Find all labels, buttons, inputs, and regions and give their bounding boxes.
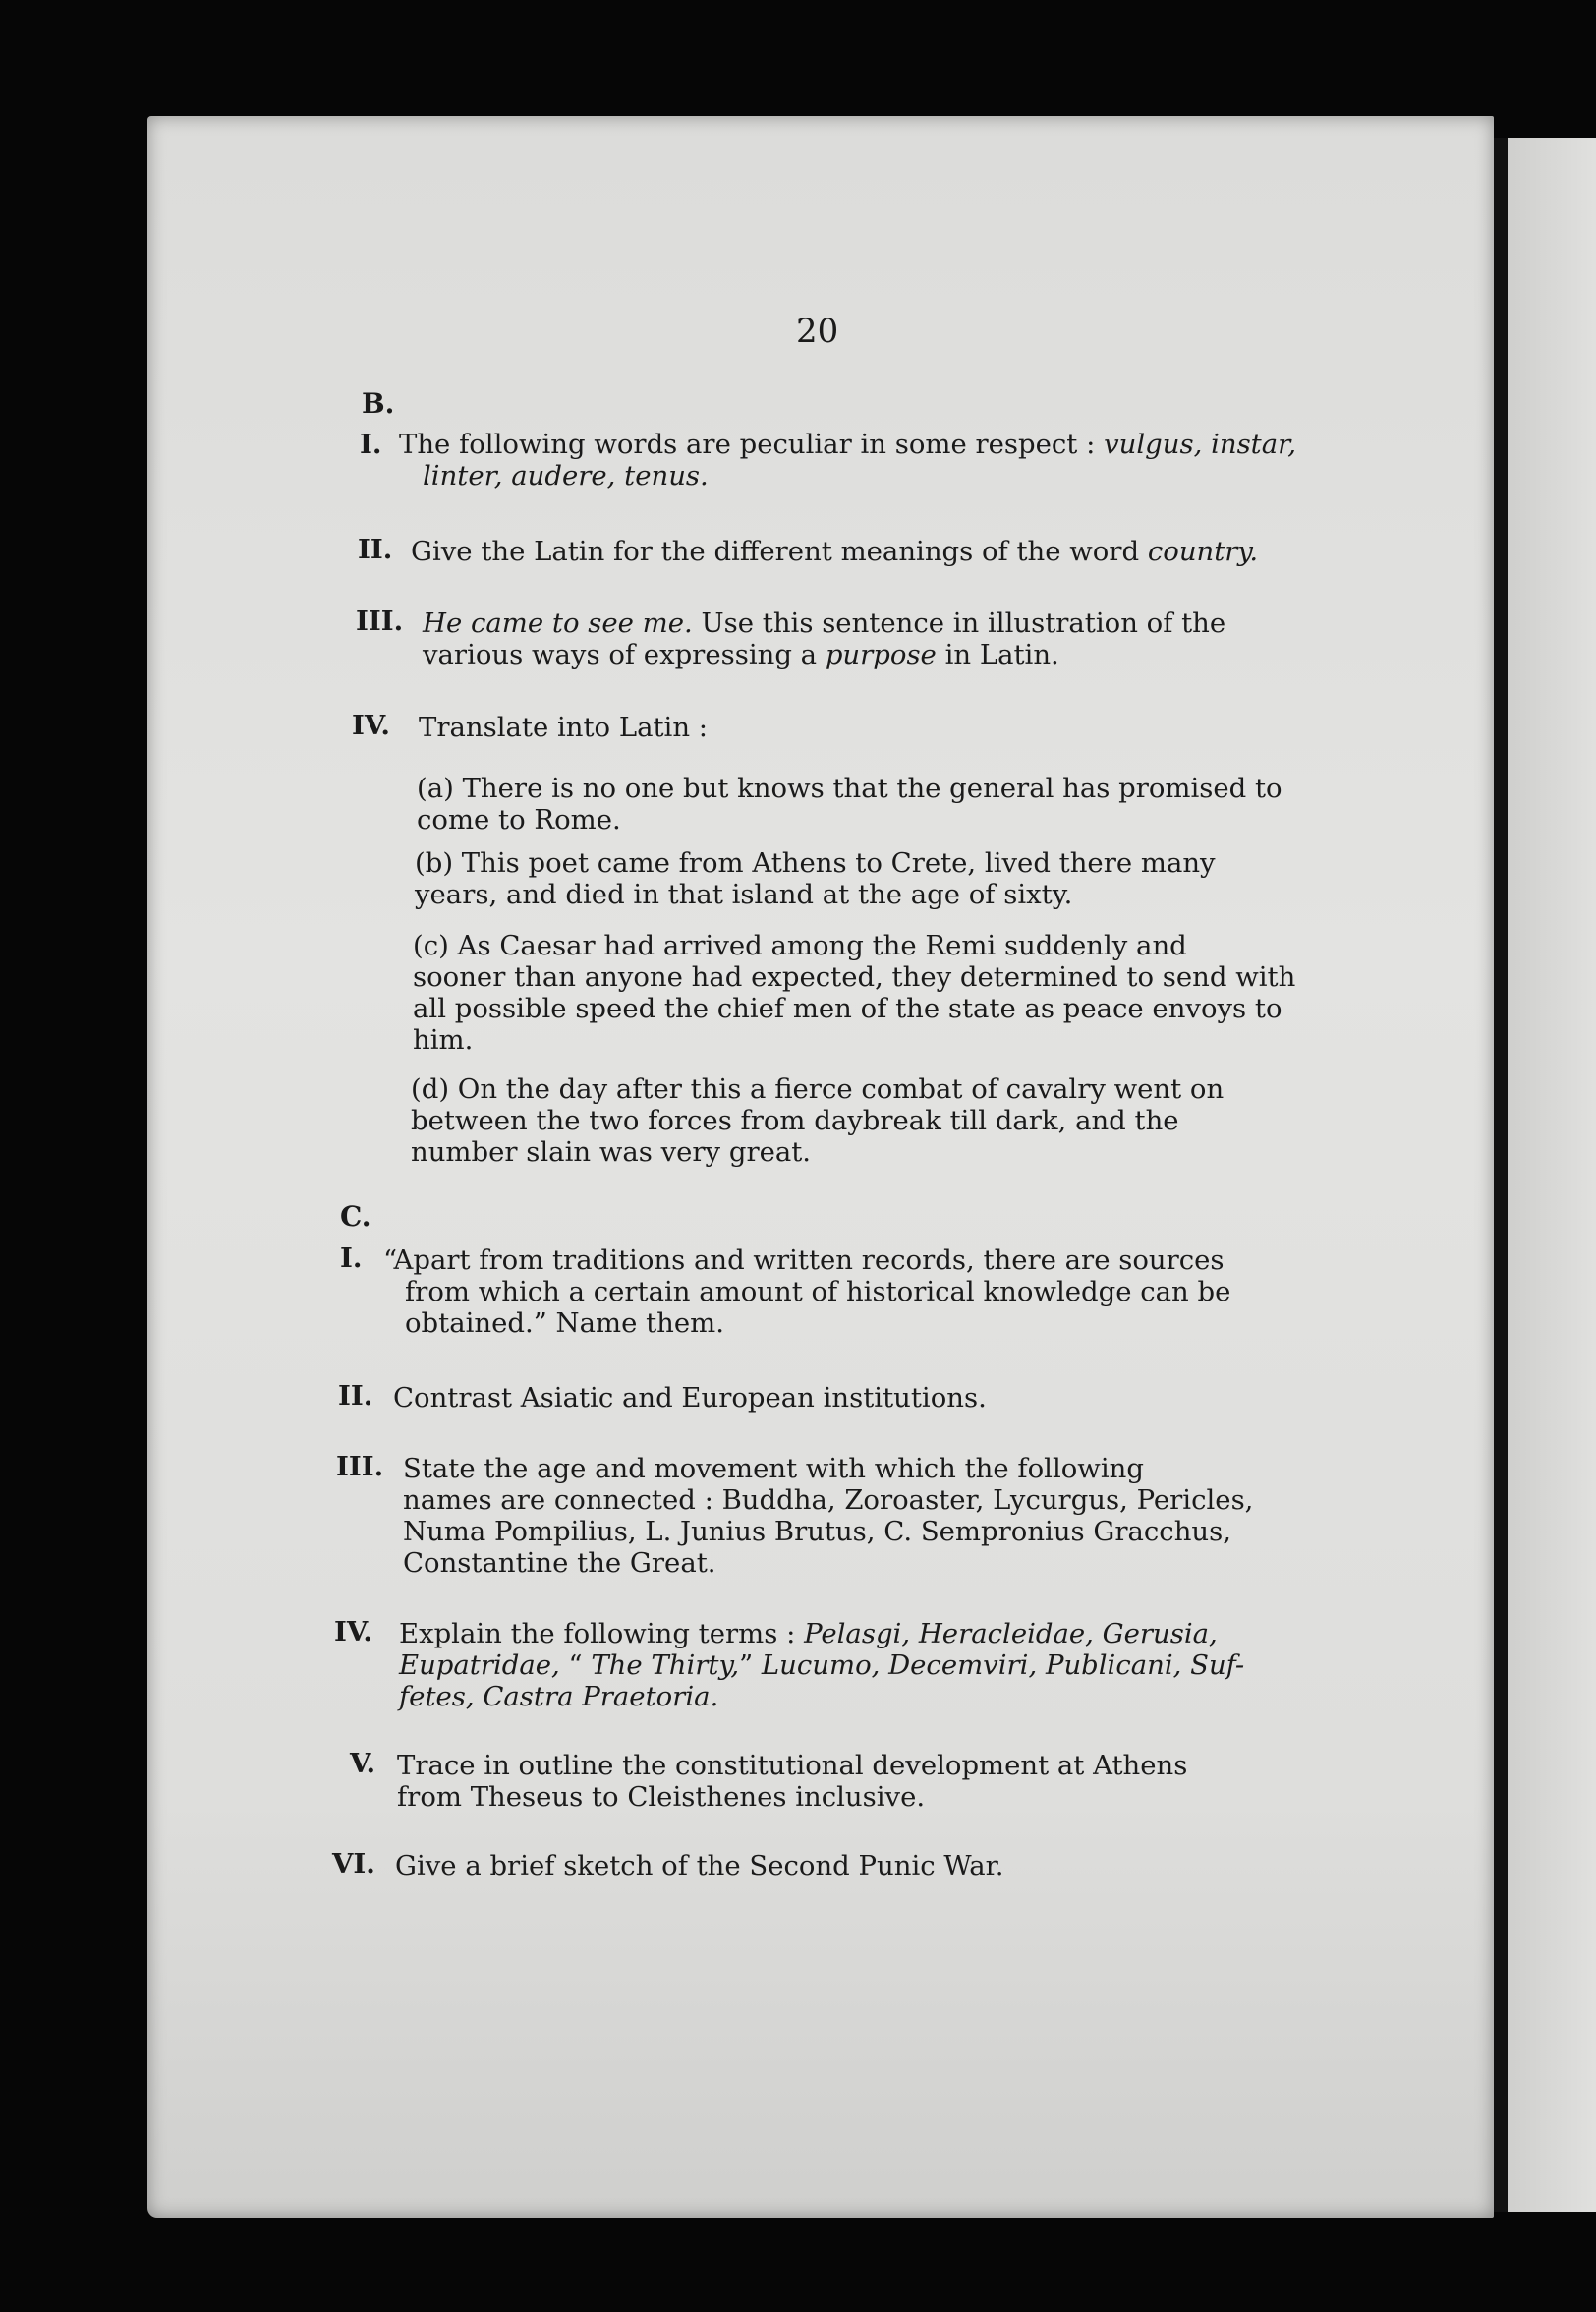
c-q4-number: IV. (334, 1616, 372, 1647)
b-q4-item-b: (b) This poet came from Athens to Crete, lived there many years, and died in that island at the age of sixty. (415, 847, 1216, 910)
b-q1-line2: linter, audere, tenus. (423, 460, 709, 491)
c-q5-text: Trace in outline the constitutional development at Athens from Theseus to Cleisthenes inclusive. (397, 1750, 1188, 1813)
b-q4-item-c: (c) As Caesar had arrived among the Remi suddenly and sooner than anyone had expected, they determined to send with all possible speed the chief men of the state as peace envoys to him. (413, 930, 1296, 1056)
c-q3-text: State the age and movement with which the following names are connected : Buddha, Zoroaster, Lycurgus, Pericles, Numa Pompilius, L. Junius Brutus, C. Sempronius Gracchus, Constantine the Great. (403, 1453, 1254, 1579)
b-q4-item-d: (d) On the day after this a fierce combat of cavalry went on between the two forces from daybreak till dark, and the number slain was very great. (411, 1073, 1225, 1168)
c-q2-number: II. (338, 1380, 373, 1412)
c-q4-text: Explain the following terms : Pelasgi, Heracleidae, Gerusia, Eupatridae, “ The Thirty,” Lucumo, Decemviri, Publicani, Suf- fetes, Castra Praetoria. (399, 1618, 1245, 1712)
b-q3-number: III. (356, 606, 404, 637)
facing-page-edge (1508, 138, 1596, 2212)
section-b-heading: B. (362, 387, 395, 420)
b-q4-intro: Translate into Latin : (419, 712, 709, 743)
b-q1-line1: The following words are peculiar in some respect : vulgus, instar, (399, 429, 1296, 460)
c-q5-number: V. (350, 1748, 376, 1779)
c-q1-text: “Apart from traditions and written records, there are sources from which a certain amount of historical knowledge can be obtained.” Name them. (383, 1244, 1231, 1339)
section-c-heading: C. (340, 1200, 371, 1233)
c-q6-text: Give a brief sketch of the Second Punic War. (395, 1850, 1004, 1881)
c-q3-number: III. (336, 1451, 384, 1482)
b-q1-text (399, 429, 1296, 491)
b-q1-number: I. (360, 429, 382, 460)
b-q4-item-a: (a) There is no one but knows that the general has promised to come to Rome. (417, 773, 1282, 836)
c-q2-text: Contrast Asiatic and European institutions. (393, 1382, 987, 1414)
page-gutter (1494, 138, 1508, 2212)
c-q1-number: I. (340, 1243, 363, 1274)
page-number: 20 (796, 312, 839, 351)
b-q2-text: Give the Latin for the different meanings of the word country. (411, 536, 1259, 567)
b-q4-number: IV. (352, 710, 390, 741)
b-q3-text: He came to see me. Use this sentence in illustration of the various ways of expressing a purpose in Latin. (423, 607, 1226, 670)
b-q2-number: II. (358, 534, 393, 565)
c-q6-number: VI. (332, 1848, 375, 1879)
